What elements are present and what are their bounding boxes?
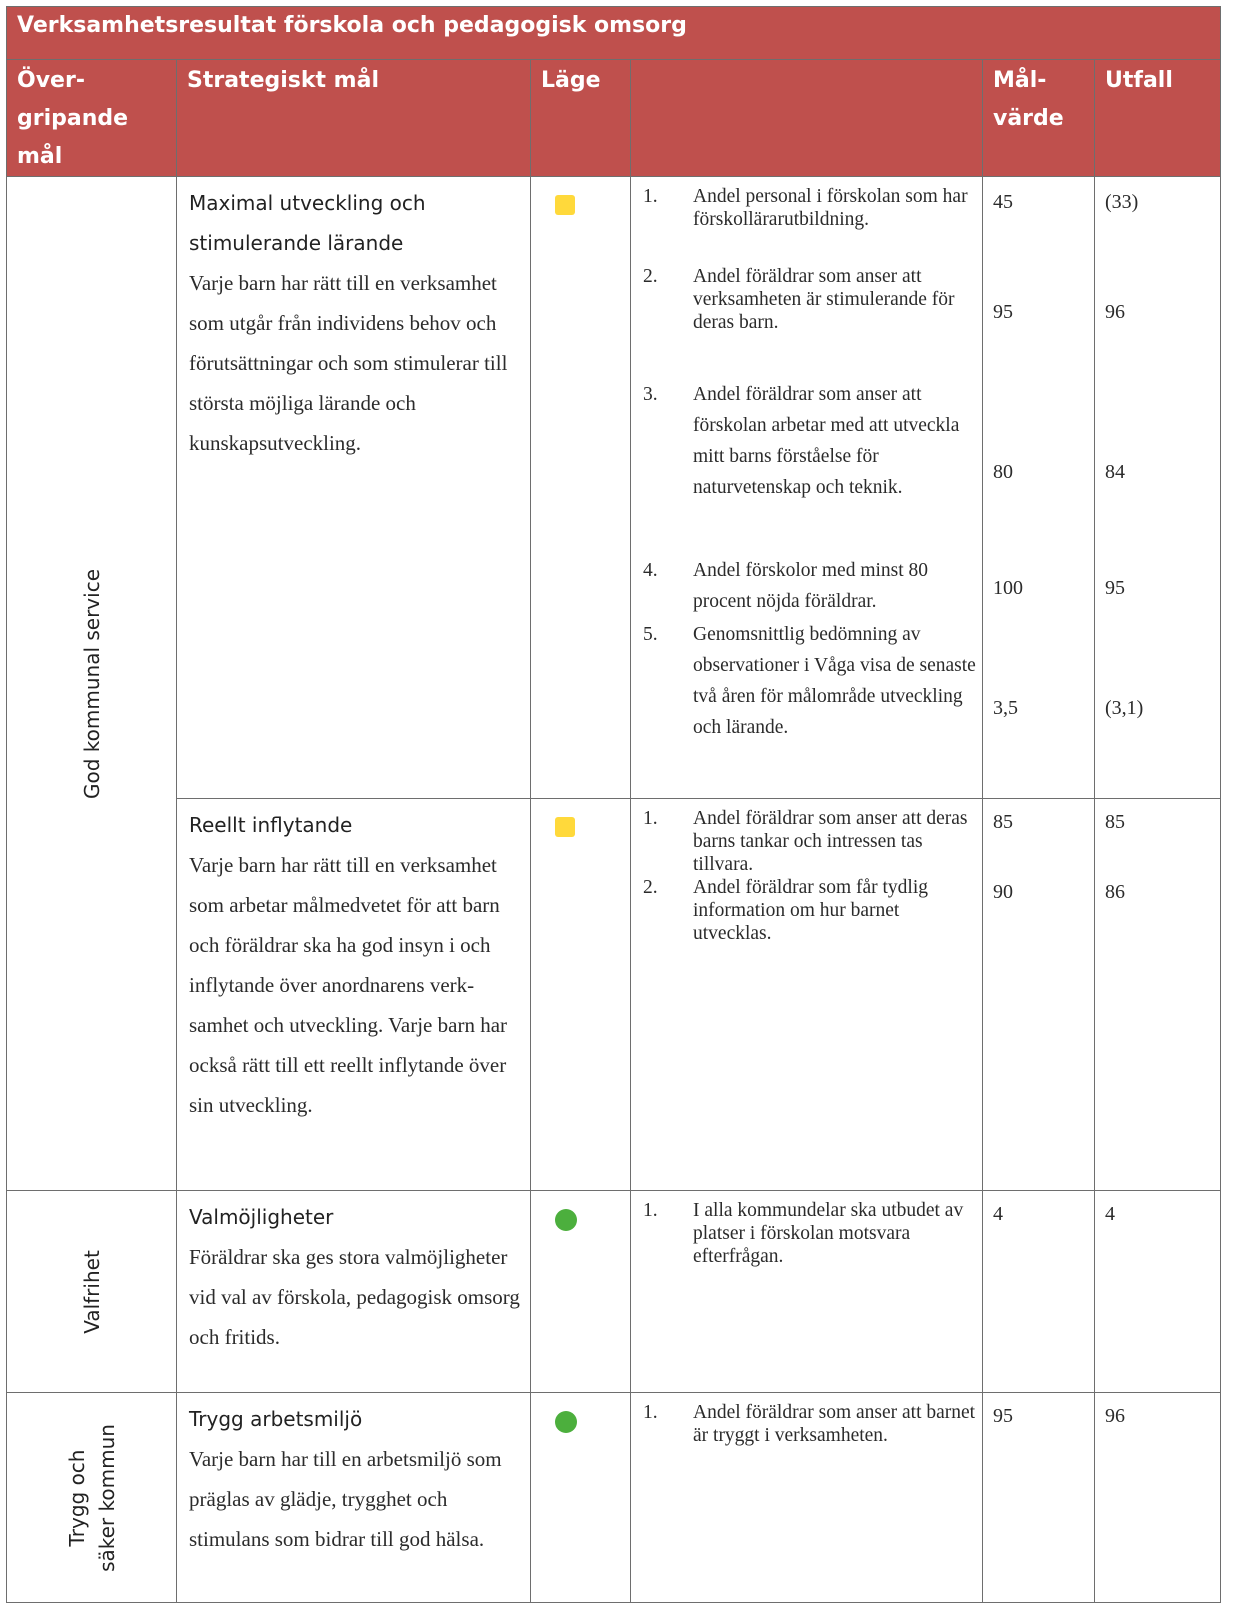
target-value: 85 <box>993 811 1013 833</box>
outcome-value: (3,1) <box>1105 697 1144 719</box>
target-value: 3,5 <box>993 697 1018 719</box>
outcome-value: 86 <box>1105 881 1125 903</box>
header-utfall: Utfall <box>1095 60 1221 177</box>
indicator-item: 2. Andel föräldrar som får tydlig information om hur barnet utvecklas. <box>643 877 929 944</box>
status-cell <box>531 1191 631 1393</box>
status-yellow-square-icon <box>555 817 575 837</box>
indicator-list <box>639 1401 976 1447</box>
overall-goal-label: Valfrihet <box>79 1249 104 1334</box>
outcome-value: 96 <box>1105 301 1125 323</box>
strategic-goal-title: Maximal utveckling och stimulerande lärande <box>189 191 426 255</box>
target-value: 95 <box>993 301 1013 323</box>
target-cell <box>983 1393 1095 1603</box>
target-cell <box>983 799 1095 1191</box>
strategic-goal-text: Varje barn har rätt till en verksamhet som utgår från individens behov och förutsättningar och som stimulerar till största möjliga lärande och kunskapsutveckling. <box>189 271 508 455</box>
results-table <box>6 6 1221 1603</box>
overall-goal-cell <box>7 1393 177 1603</box>
table-row <box>7 1393 1221 1603</box>
indicator-item: 1. Andel föräldrar som anser att deras barns tankar och intressen tas tillvara. <box>643 808 968 875</box>
target-cell <box>983 177 1095 799</box>
indicator-item: 4. Andel förskolor med minst 80 procent nöjda föräldrar. <box>643 560 929 612</box>
outcome-cell <box>1095 177 1221 799</box>
status-yellow-square-icon <box>555 195 575 215</box>
indicator-item: 5. Genomsnittlig bedömning av observationer i Våga visa de senaste två åren för målområde utveckling och lärande. <box>643 624 976 738</box>
table-row <box>7 799 1221 1191</box>
outcome-value: (33) <box>1105 191 1139 213</box>
target-cell <box>983 1191 1095 1393</box>
indicators-cell <box>631 799 983 1191</box>
status-green-dot-icon <box>555 1209 577 1231</box>
outcome-value: 4 <box>1105 1203 1115 1225</box>
target-value: 100 <box>993 577 1023 599</box>
status-green-dot-icon <box>555 1411 577 1433</box>
strategic-goal-cell <box>177 799 531 1191</box>
header-malvarde: Mål- värde <box>983 60 1095 177</box>
target-value: 95 <box>993 1405 1013 1427</box>
target-value: 90 <box>993 881 1013 903</box>
header-overgripande-mal: Över- gripande mål <box>7 60 177 177</box>
status-cell <box>531 1393 631 1603</box>
outcome-value: 95 <box>1105 577 1125 599</box>
strategic-goal-text: Varje barn har till en arbetsmiljö som präglas av glädje, trygghet och stimulans som bidrar till god hälsa. <box>189 1447 502 1551</box>
indicator-item: 1. I alla kommundelar ska utbudet av platser i förskolan motsvara efterfrågan. <box>643 1200 964 1267</box>
indicators-cell <box>631 177 983 799</box>
indicator-item: 3. Andel föräldrar som anser att förskolan arbetar med att utveckla mitt barns förståelse för naturvetenskap och teknik. <box>643 384 960 498</box>
header-indicators <box>631 60 983 177</box>
strategic-goal-cell <box>177 1191 531 1393</box>
outcome-value: 96 <box>1105 1405 1125 1427</box>
strategic-goal-title: Trygg arbetsmiljö <box>189 1407 363 1431</box>
outcome-cell <box>1095 1191 1221 1393</box>
header-row <box>7 60 1221 177</box>
strategic-goal-cell <box>177 177 531 799</box>
indicator-item: 2. Andel föräldrar som anser att verksamheten är stimulerande för deras barn. <box>643 266 955 333</box>
strategic-goal-text: Varje barn har rätt till en verksamhet som arbetar målmedvetet för att barn och föräldrar ska ha god insyn i och inflytande över anordnarens verk-samhet och utveckling. Varje barn har också rätt till ett reellt inflytande över sin utveckling. <box>189 853 508 1117</box>
header-strategiskt-mal: Strategiskt mål <box>177 60 531 177</box>
strategic-goal-cell <box>177 1393 531 1603</box>
table-row <box>7 177 1221 799</box>
target-value: 4 <box>993 1203 1003 1225</box>
outcome-value: 85 <box>1105 811 1125 833</box>
indicator-item: 1. Andel föräldrar som anser att barnet är tryggt i verksamheten. <box>643 1402 976 1446</box>
outcome-cell <box>1095 799 1221 1191</box>
indicator-list <box>639 807 976 945</box>
indicators-cell <box>631 1393 983 1603</box>
outcome-cell <box>1095 1393 1221 1603</box>
results-table-container <box>6 6 1220 1614</box>
status-cell <box>531 177 631 799</box>
indicator-item: 1. Andel personal i förskolan som har förskollärarutbildning. <box>643 186 968 230</box>
outcome-value: 84 <box>1105 461 1125 483</box>
indicator-list <box>639 1199 976 1268</box>
overall-goal-cell <box>7 1191 177 1393</box>
strategic-goal-text: Föräldrar ska ges stora valmöjligheter vid val av förskola, pedagogisk omsorg och fritids. <box>189 1245 520 1349</box>
strategic-goal-title: Reellt inflytande <box>189 813 353 837</box>
status-cell <box>531 799 631 1191</box>
indicator-list <box>639 185 976 743</box>
overall-goal-label: God kommunal service <box>79 568 104 799</box>
overall-goal-cell <box>7 177 177 1191</box>
indicators-cell <box>631 1191 983 1393</box>
strategic-goal-title: Valmöjligheter <box>189 1205 334 1229</box>
overall-goal-label: Trygg och säker kommun <box>64 1423 119 1572</box>
table-row <box>7 1191 1221 1393</box>
target-value: 80 <box>993 461 1013 483</box>
title-row <box>7 7 1221 60</box>
header-lage: Läge <box>531 60 631 177</box>
target-value: 45 <box>993 191 1013 213</box>
table-title: Verksamhetsresultat förskola och pedagogisk omsorg <box>7 7 1221 60</box>
